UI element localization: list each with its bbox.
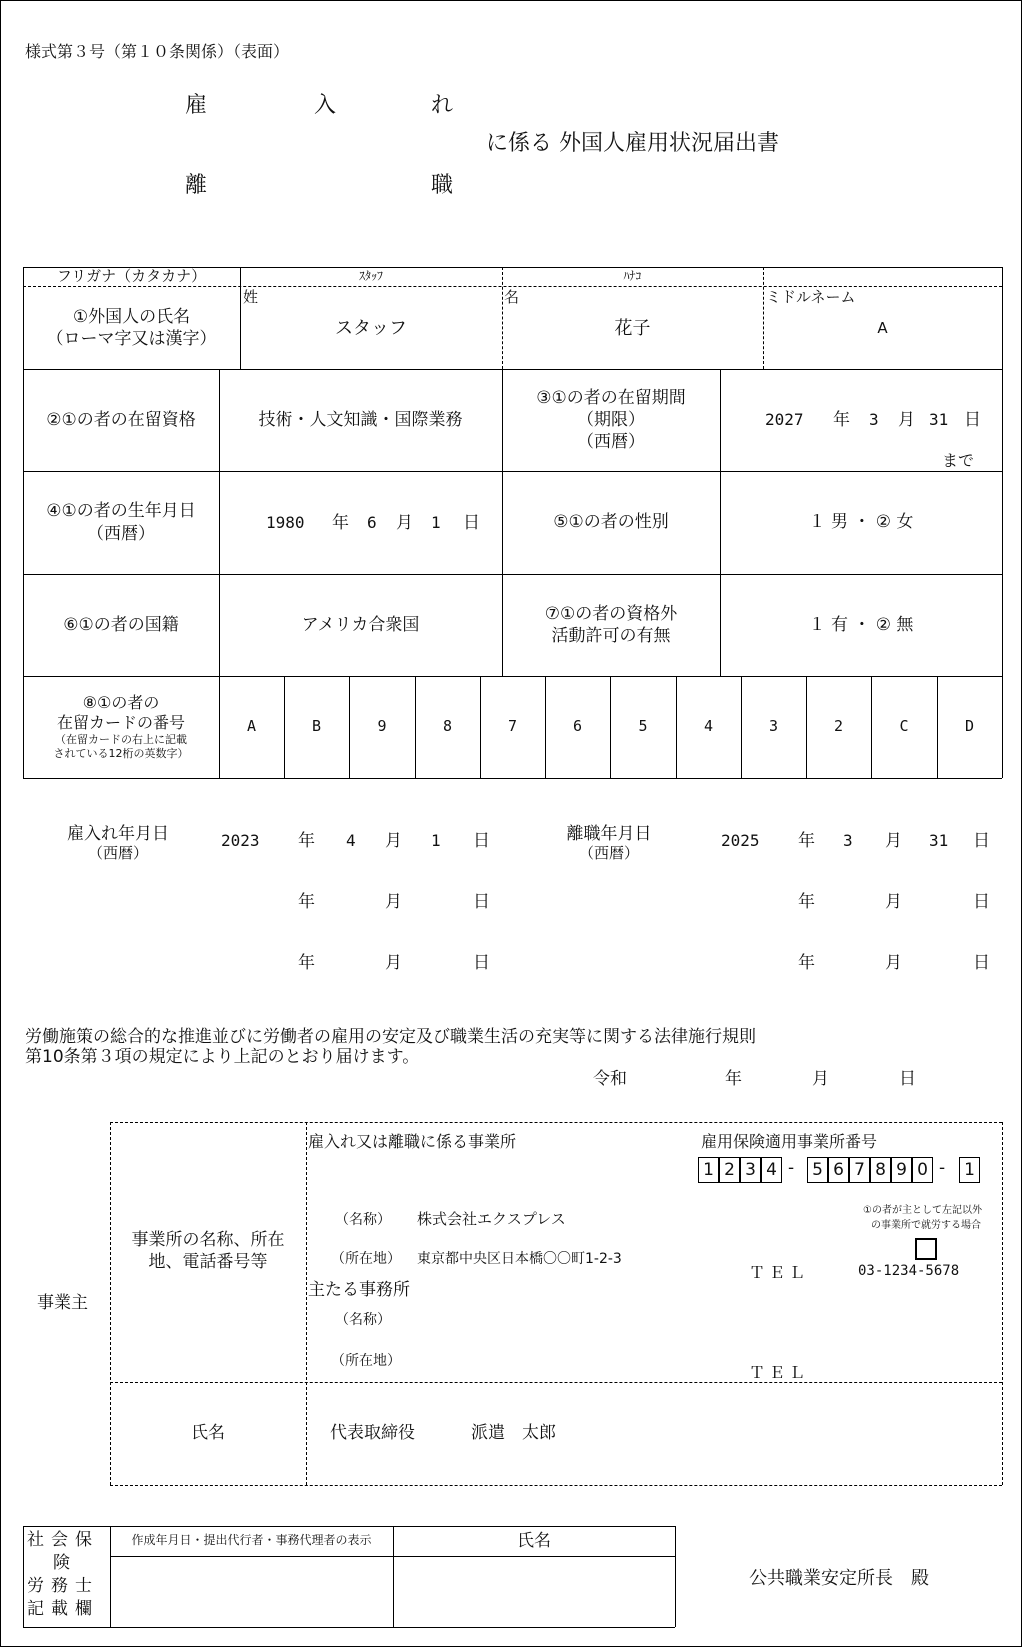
insurance-digit: 6	[828, 1157, 849, 1183]
office-heading: 雇入れ又は離職に係る事業所	[308, 1132, 517, 1151]
leave-year-unit-2: 年	[798, 892, 815, 912]
card-digit: 5	[638, 717, 648, 736]
given-name-label: 名	[504, 288, 520, 306]
declaration-line-2: 第10条第３項の規定により上記のとおり届けます。	[25, 1047, 420, 1067]
leave-day-unit-3: 日	[973, 953, 990, 973]
card-label-line-1: ⑧①の者の	[82, 693, 160, 713]
birth-label-line-2: （西暦）	[87, 523, 155, 544]
furigana-surname: ｽﾀｯﾌ	[358, 269, 383, 284]
representative-label: 氏名	[191, 1423, 225, 1444]
birth-day: 1	[431, 513, 441, 532]
hire-day: 1	[431, 831, 441, 850]
period-label-line-1: ③①の者の在留期間	[536, 387, 686, 408]
sharoushi-name-field[interactable]	[394, 1557, 674, 1626]
card-label	[23, 676, 219, 778]
furigana-label: フリガナ（カタカナ）	[56, 267, 207, 286]
name-label-line-1: ①外国人の氏名	[72, 306, 191, 327]
main-office-heading: 主たる事務所	[308, 1280, 410, 1300]
permission-label-line-1: ⑦①の者の資格外	[544, 603, 678, 624]
period-month-unit: 月	[898, 410, 915, 430]
birth-label	[23, 471, 219, 574]
leave-date-label	[531, 821, 687, 865]
insurance-digit: 7	[849, 1157, 870, 1183]
middle-name-label: ミドルネーム	[766, 288, 856, 306]
status-label: ②①の者の在留資格	[46, 409, 196, 430]
leave-day-unit-2: 日	[973, 892, 990, 912]
sex-label: ⑤①の者の性別	[553, 512, 669, 533]
birth-month-unit: 月	[396, 513, 413, 533]
card-digit: 3	[768, 717, 779, 736]
period-label-line-3: （西暦）	[577, 432, 645, 453]
hire-month-unit: 月	[385, 831, 402, 851]
hire-date-label-line-1: 雇入れ年月日	[67, 823, 169, 844]
hire-month-unit-3: 月	[385, 953, 402, 973]
name-label	[23, 287, 240, 369]
card-digit: C	[899, 717, 909, 736]
card-digit: 9	[377, 717, 387, 736]
card-digit: 7	[507, 717, 518, 736]
hire-day-unit-3: 日	[473, 953, 490, 973]
name-label-line-2: （ローマ字又は漢字）	[46, 329, 217, 349]
hire-year: 2023	[221, 831, 260, 850]
leave-month-unit: 月	[885, 831, 902, 851]
status-value: 技術・人文知識・国際業務	[258, 409, 463, 430]
declaration-day: 日	[899, 1069, 916, 1089]
card-digit: 8	[442, 717, 453, 736]
insurance-digit: 4	[761, 1157, 782, 1183]
insurance-digit: 0	[912, 1157, 933, 1183]
insurance-digit: 8	[870, 1157, 891, 1183]
leave-date-label-line-1: 離職年月日	[566, 823, 652, 844]
hire-day-unit: 日	[473, 831, 490, 851]
permission-value: １ 有 ・ ② 無	[808, 614, 914, 635]
card-digit: D	[964, 717, 975, 736]
page-title: に係る 外国人雇用状況届出書	[486, 131, 779, 156]
period-year: 2027	[765, 410, 804, 429]
main-office-address-tag: （所在地）	[331, 1353, 401, 1369]
title-leave-char-1: 離	[185, 173, 208, 198]
sharoushi-label-line-3: 労務士	[27, 1576, 99, 1596]
leave-year-unit-3: 年	[798, 953, 815, 973]
surname-value: スタッフ	[335, 318, 407, 340]
leave-month-unit-3: 月	[885, 953, 902, 973]
card-label-line-2: 在留カードの番号	[56, 713, 185, 733]
office-address-tag: （所在地）	[331, 1251, 401, 1267]
main-office-name-tag: （名称）	[335, 1312, 391, 1328]
insurance-digit: 5	[807, 1157, 828, 1183]
sharoushi-label-line-4: 記載欄	[27, 1599, 99, 1619]
insurance-dash: -	[788, 1158, 795, 1178]
representative-name: 派遣 太郎	[471, 1423, 556, 1443]
sharoushi-label-line-1: 社会保	[27, 1530, 99, 1550]
hire-month-unit-2: 月	[385, 892, 402, 912]
title-hire-char-3: れ	[431, 93, 454, 118]
title-leave-char-2: 職	[431, 173, 454, 198]
hire-date-label	[23, 821, 213, 865]
birth-label-line-1: ④①の者の生年月日	[46, 501, 196, 522]
insurance-digit: 2	[719, 1157, 740, 1183]
hire-day-unit-2: 日	[473, 892, 490, 912]
title-hire-char-1: 雇	[185, 93, 208, 118]
office-tel-label: ＴＥＬ	[749, 1263, 810, 1282]
leave-day-unit: 日	[973, 831, 990, 851]
card-digit: A	[246, 717, 257, 736]
birth-year: 1980	[266, 513, 305, 532]
office-tel-value: 03-1234-5678	[858, 1263, 960, 1279]
birth-year-unit: 年	[332, 513, 349, 533]
insurance-digit: 1	[698, 1157, 719, 1183]
main-office-tel-label: ＴＥＬ	[749, 1363, 810, 1382]
employer-label: 事業主	[37, 1293, 88, 1313]
other-office-checkbox[interactable]	[915, 1238, 937, 1260]
other-office-note-line-2: の事業所で就労する場合	[871, 1220, 981, 1231]
insurance-digit: 1	[959, 1157, 980, 1183]
hire-year-unit-3: 年	[298, 953, 315, 973]
hire-year-unit-2: 年	[298, 892, 315, 912]
period-year-unit: 年	[833, 410, 850, 430]
nationality-label: ⑥①の者の国籍	[63, 614, 179, 635]
leave-day: 31	[929, 831, 949, 850]
period-until: まで	[942, 451, 975, 470]
hire-date-label-line-2: （西暦）	[87, 844, 148, 863]
form-number: 様式第３号（第１０条関係）（表面）	[25, 42, 290, 61]
leave-month-unit-2: 月	[885, 892, 902, 912]
card-digit: B	[311, 717, 322, 736]
office-name-tag: （名称）	[335, 1212, 391, 1228]
card-digit: 2	[833, 717, 844, 736]
birth-day-unit: 日	[463, 513, 480, 533]
hire-month: 4	[346, 831, 356, 850]
insurance-digit: 9	[891, 1157, 912, 1183]
card-digit: 4	[703, 717, 714, 736]
office-address: 東京都中央区日本橋〇〇町1-2-3	[417, 1251, 622, 1267]
creation-info-header: 作成年月日・提出代行者・事務代理者の表示	[131, 1533, 372, 1548]
office-label-line-2: 地、電話番号等	[148, 1252, 268, 1272]
declaration-line-1: 労働施策の総合的な推進並びに労働者の雇用の安定及び職業生活の充実等に関する法律施行規則	[25, 1027, 756, 1047]
middle-name-value: A	[877, 319, 888, 338]
leave-month: 3	[843, 831, 853, 850]
card-digit: 6	[572, 717, 583, 736]
period-day: 31	[929, 410, 949, 429]
leave-date-label-line-2: （西暦）	[578, 844, 639, 863]
sharoushi-label-line-2: 険	[53, 1553, 70, 1573]
representative-title: 代表取締役	[330, 1423, 415, 1443]
card-label-line-4: されている12桁の英数字）	[53, 747, 189, 760]
insurance-digit: 3	[740, 1157, 761, 1183]
permission-label	[502, 574, 720, 676]
other-office-note-line-1: ①の者が主として左記以外	[863, 1205, 982, 1216]
office-label-line-1: 事業所の名称、所在	[131, 1229, 285, 1250]
declaration-month: 月	[812, 1069, 829, 1089]
hire-year-unit: 年	[298, 831, 315, 851]
card-label-line-3: （在留カードの右上に記載	[55, 733, 187, 747]
declaration-year: 年	[725, 1069, 742, 1089]
permission-label-line-2: 活動許可の有無	[551, 626, 671, 646]
furigana-given-name: ﾊﾅｺ	[623, 269, 642, 284]
insurance-dash: -	[939, 1158, 946, 1178]
company-name: 株式会社エクスプレス	[417, 1210, 566, 1228]
addressee: 公共職業安定所長 殿	[749, 1568, 929, 1589]
surname-label: 姓	[243, 288, 259, 306]
nationality-value: アメリカ合衆国	[301, 614, 420, 635]
title-hire-char-2: 入	[314, 93, 337, 118]
sharoushi-name-header: 氏名	[517, 1530, 551, 1551]
sex-value: １ 男 ・ ② 女	[808, 512, 914, 533]
given-name-value: 花子	[614, 318, 651, 340]
creation-info-field[interactable]	[111, 1557, 392, 1626]
period-label	[502, 369, 720, 471]
insurance-number-heading: 雇用保険適用事業所番号	[701, 1132, 878, 1151]
leave-year: 2025	[721, 831, 760, 850]
period-label-line-2: （期限）	[577, 409, 645, 430]
leave-year-unit: 年	[798, 831, 815, 851]
period-day-unit: 日	[964, 410, 981, 430]
period-month: 3	[869, 410, 879, 429]
declaration-era: 令和	[593, 1069, 627, 1089]
birth-month: 6	[367, 513, 377, 532]
office-label	[110, 1216, 306, 1286]
